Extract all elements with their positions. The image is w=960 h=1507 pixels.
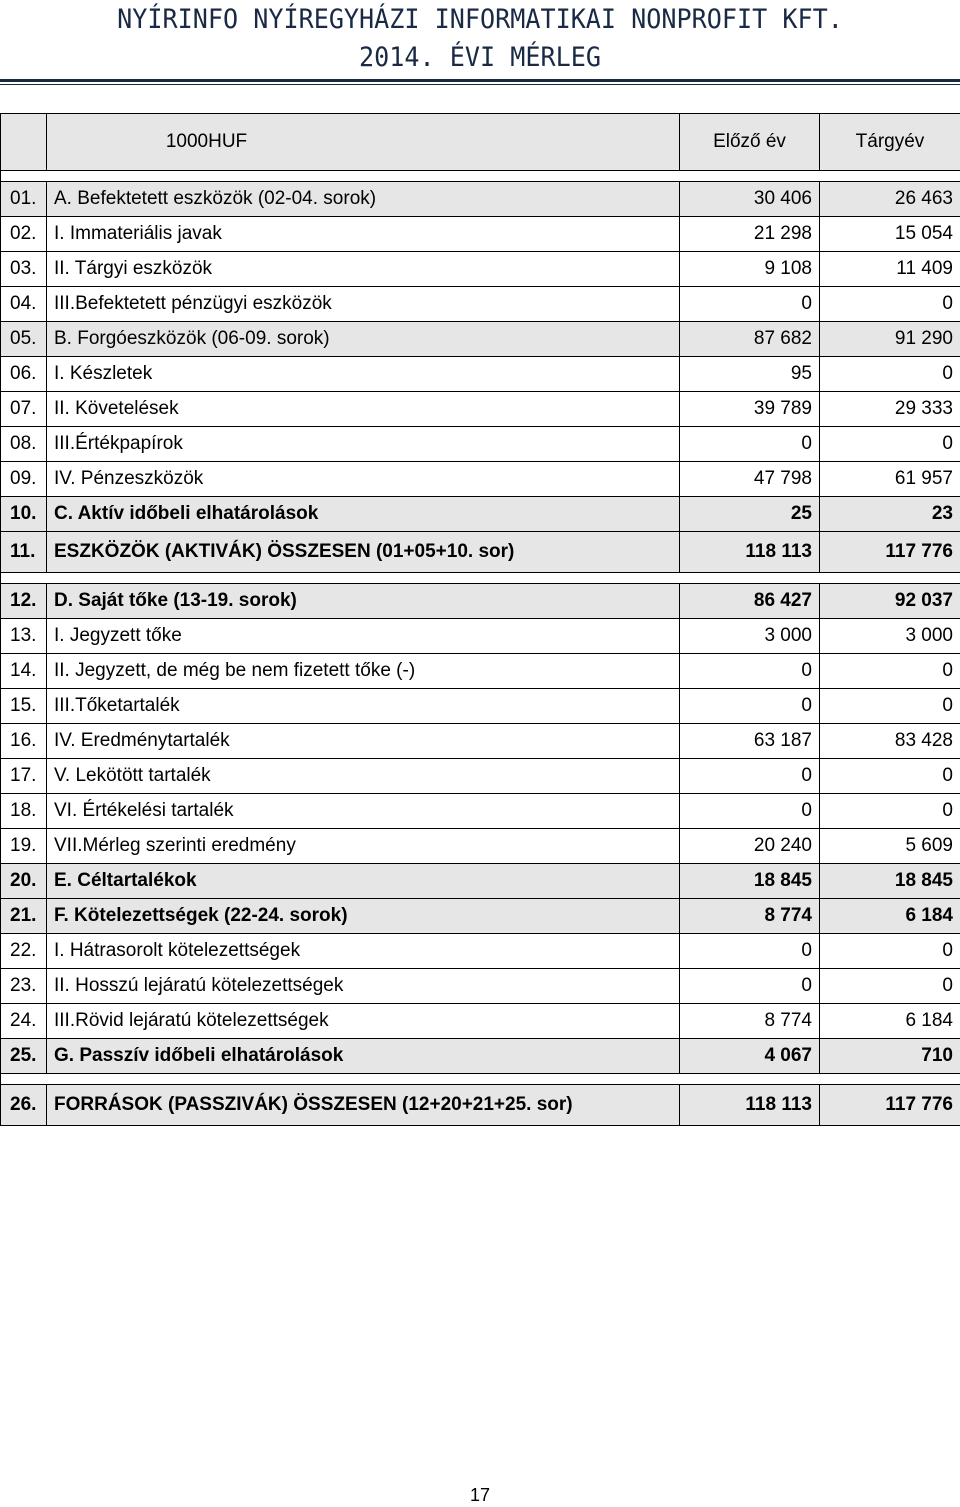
current-year-value: 0	[820, 287, 960, 322]
table-row	[1, 1085, 960, 1126]
company-name: NYÍRINFO NYÍREGYHÁZI INFORMATIKAI NONPROFIT KFT.	[117, 4, 843, 35]
table-row	[1, 584, 960, 619]
row-number: 26.	[1, 1085, 47, 1126]
current-year-value: 91 290	[820, 322, 960, 357]
previous-year-value: 118 113	[680, 532, 820, 573]
current-year-value: 5 609	[820, 829, 960, 864]
current-year-value: 0	[820, 654, 960, 689]
table-row	[1, 462, 960, 497]
table-row	[1, 654, 960, 689]
previous-year-value: 8 774	[680, 1004, 820, 1039]
row-label: I. Immateriális javak	[47, 217, 680, 252]
row-number: 24.	[1, 1004, 47, 1039]
previous-year-value: 86 427	[680, 584, 820, 619]
current-year-value: 92 037	[820, 584, 960, 619]
previous-year-value: 30 406	[680, 182, 820, 217]
row-number: 05.	[1, 322, 47, 357]
previous-year-value: 20 240	[680, 829, 820, 864]
table-row	[1, 1004, 960, 1039]
previous-year-value: 63 187	[680, 724, 820, 759]
table-row	[1, 427, 960, 462]
row-label: III.Befektetett pénzügyi eszközök	[47, 287, 680, 322]
previous-year-value: 0	[680, 794, 820, 829]
spacer-row	[1, 1074, 960, 1085]
previous-year-value: 0	[680, 689, 820, 724]
previous-year-value: 47 798	[680, 462, 820, 497]
row-number: 01.	[1, 182, 47, 217]
previous-year-value: 0	[680, 427, 820, 462]
current-year-value: 61 957	[820, 462, 960, 497]
row-label: IV. Pénzeszközök	[47, 462, 680, 497]
row-number: 14.	[1, 654, 47, 689]
row-number: 09.	[1, 462, 47, 497]
previous-year-value: 18 845	[680, 864, 820, 899]
previous-year-value: 0	[680, 759, 820, 794]
row-number: 23.	[1, 969, 47, 1004]
row-label: G. Passzív időbeli elhatárolások	[47, 1039, 680, 1074]
row-number: 08.	[1, 427, 47, 462]
row-number: 17.	[1, 759, 47, 794]
previous-year-value: 0	[680, 934, 820, 969]
row-label: F. Kötelezettségek (22-24. sorok)	[47, 899, 680, 934]
table-row	[1, 357, 960, 392]
table-header-row	[1, 114, 960, 171]
current-year-value: 0	[820, 689, 960, 724]
row-number: 25.	[1, 1039, 47, 1074]
table-row	[1, 759, 960, 794]
current-year-value: 11 409	[820, 252, 960, 287]
current-year-value: 0	[820, 794, 960, 829]
row-number: 03.	[1, 252, 47, 287]
previous-year-value: 87 682	[680, 322, 820, 357]
previous-year-value: 3 000	[680, 619, 820, 654]
row-label: C. Aktív időbeli elhatárolások	[47, 497, 680, 532]
table-row	[1, 532, 960, 573]
header-divider-thin	[0, 84, 960, 85]
current-year-value: 23	[820, 497, 960, 532]
current-year-value: 0	[820, 969, 960, 1004]
row-number: 20.	[1, 864, 47, 899]
row-label: ESZKÖZÖK (AKTIVÁK) ÖSSZESEN (01+05+10. sor)	[47, 532, 680, 573]
table-row	[1, 934, 960, 969]
row-label: II. Hosszú lejáratú kötelezettségek	[47, 969, 680, 1004]
current-year-value: 15 054	[820, 217, 960, 252]
previous-year-header: Előző év	[680, 114, 820, 171]
table-row	[1, 724, 960, 759]
current-year-value: 3 000	[820, 619, 960, 654]
table-row	[1, 829, 960, 864]
row-label: II. Követelések	[47, 392, 680, 427]
previous-year-value: 21 298	[680, 217, 820, 252]
current-year-value: 0	[820, 357, 960, 392]
table-row	[1, 217, 960, 252]
spacer-row	[1, 573, 960, 584]
table-row	[1, 1039, 960, 1074]
table-row	[1, 969, 960, 1004]
header-number-cell	[1, 114, 47, 171]
row-number: 11.	[1, 532, 47, 573]
previous-year-value: 25	[680, 497, 820, 532]
row-label: V. Lekötött tartalék	[47, 759, 680, 794]
current-year-value: 29 333	[820, 392, 960, 427]
current-year-value: 0	[820, 427, 960, 462]
table-row	[1, 252, 960, 287]
row-label: VII.Mérleg szerinti eredmény	[47, 829, 680, 864]
row-label: III.Értékpapírok	[47, 427, 680, 462]
row-number: 18.	[1, 794, 47, 829]
row-label: I. Hátrasorolt kötelezettségek	[47, 934, 680, 969]
current-year-header: Tárgyév	[820, 114, 960, 171]
row-number: 02.	[1, 217, 47, 252]
table-row	[1, 689, 960, 724]
row-number: 10.	[1, 497, 47, 532]
spacer-row	[1, 171, 960, 182]
spacer-cell	[1, 1074, 960, 1085]
row-label: II. Jegyzett, de még be nem fizetett tőke (-)	[47, 654, 680, 689]
table-row	[1, 619, 960, 654]
row-label: FORRÁSOK (PASSZIVÁK) ÖSSZESEN (12+20+21+25. sor)	[47, 1085, 680, 1126]
table-row	[1, 392, 960, 427]
row-number: 07.	[1, 392, 47, 427]
balance-sheet-table	[0, 113, 960, 1126]
document-title: 2014. ÉVI MÉRLEG	[359, 42, 601, 73]
table-row	[1, 864, 960, 899]
current-year-value: 0	[820, 934, 960, 969]
spacer-cell	[1, 171, 960, 182]
current-year-value: 117 776	[820, 1085, 960, 1126]
current-year-value: 26 463	[820, 182, 960, 217]
row-number: 13.	[1, 619, 47, 654]
row-label: VI. Értékelési tartalék	[47, 794, 680, 829]
table-row	[1, 497, 960, 532]
previous-year-value: 0	[680, 287, 820, 322]
row-number: 16.	[1, 724, 47, 759]
previous-year-value: 118 113	[680, 1085, 820, 1126]
header-divider	[0, 79, 960, 82]
row-label: B. Forgóeszközök (06-09. sorok)	[47, 322, 680, 357]
row-number: 22.	[1, 934, 47, 969]
row-label: I. Jegyzett tőke	[47, 619, 680, 654]
current-year-value: 83 428	[820, 724, 960, 759]
row-label: III.Rövid lejáratú kötelezettségek	[47, 1004, 680, 1039]
table-row	[1, 182, 960, 217]
row-number: 06.	[1, 357, 47, 392]
previous-year-value: 4 067	[680, 1039, 820, 1074]
row-number: 12.	[1, 584, 47, 619]
current-year-value: 710	[820, 1039, 960, 1074]
row-label: IV. Eredménytartalék	[47, 724, 680, 759]
current-year-value: 6 184	[820, 899, 960, 934]
row-label: E. Céltartalékok	[47, 864, 680, 899]
current-year-value: 117 776	[820, 532, 960, 573]
table-row	[1, 899, 960, 934]
previous-year-value: 95	[680, 357, 820, 392]
row-number: 04.	[1, 287, 47, 322]
previous-year-value: 9 108	[680, 252, 820, 287]
row-label: A. Befektetett eszközök (02-04. sorok)	[47, 182, 680, 217]
current-year-value: 0	[820, 759, 960, 794]
row-label: I. Készletek	[47, 357, 680, 392]
page-number: 17	[469, 1485, 491, 1505]
spacer-cell	[1, 573, 960, 584]
row-label: II. Tárgyi eszközök	[47, 252, 680, 287]
row-number: 19.	[1, 829, 47, 864]
table-row	[1, 322, 960, 357]
row-label: III.Tőketartalék	[47, 689, 680, 724]
unit-label: 1000HUF	[47, 114, 680, 171]
previous-year-value: 8 774	[680, 899, 820, 934]
current-year-value: 18 845	[820, 864, 960, 899]
current-year-value: 6 184	[820, 1004, 960, 1039]
table-row	[1, 794, 960, 829]
previous-year-value: 0	[680, 969, 820, 1004]
row-number: 15.	[1, 689, 47, 724]
row-label: D. Saját tőke (13-19. sorok)	[47, 584, 680, 619]
row-number: 21.	[1, 899, 47, 934]
previous-year-value: 39 789	[680, 392, 820, 427]
table-row	[1, 287, 960, 322]
previous-year-value: 0	[680, 654, 820, 689]
